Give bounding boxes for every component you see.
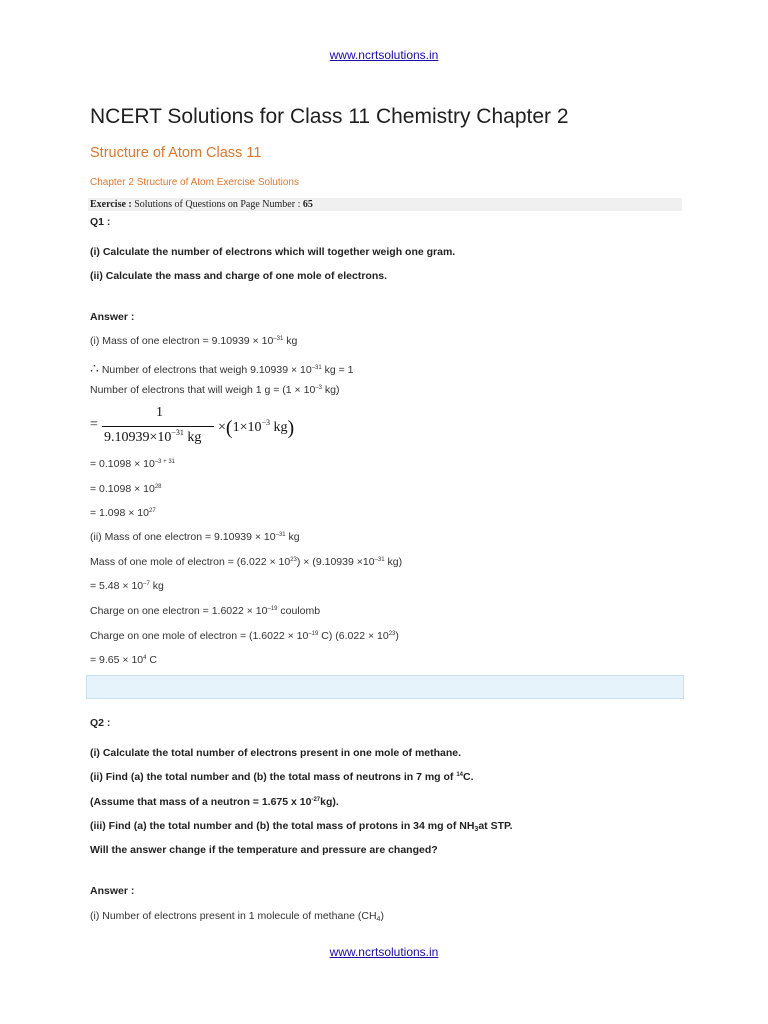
q2-part-1: (i) Calculate the total number of electrons present in one mole of methane. <box>90 747 462 759</box>
q2-part-4: (iii) Find (a) the total number and (b) the total mass of protons in 34 mg of $NH_3at$ STP. <box>90 820 513 833</box>
exercise-bar <box>88 198 682 211</box>
a1-line-8: Mass of one mole of electron = $(6.022 \times 10^{23}) \times (9.10939 \times 10^{-31}$ kg) <box>90 556 403 568</box>
a1-line-10: Charge on one electron = $1.6022 \times 10^{-19}$ coulomb <box>90 605 321 617</box>
a1-line-3: Number of electrons that will weigh 1 $g = (1 \times 10^{-3}$ kg) <box>90 384 340 396</box>
a1-line-6: = $1.098 \times 10^{27}$ <box>90 507 156 519</box>
a1-line-7: (ii) Mass of one electron = $9.10939 \times 10^{-31}$ kg <box>90 531 300 543</box>
chapter-heading: Chapter 2 Structure of Atom Exercise Solutions <box>90 177 299 188</box>
q2-label: Q2 : <box>90 717 111 729</box>
site-link-top[interactable]: www.ncrtsolutions.in <box>329 48 439 62</box>
q2-part-3: (Assume that mass of a neutron = 1.675 x $10^{-27}kg$). <box>90 796 339 808</box>
a1-line-5: = $0.1098 \times 10^{28}$ <box>90 483 162 495</box>
a1-line-1: (i) Mass of one electron = $9.10939 \times 10^{-31}$ kg <box>90 335 298 347</box>
exercise-page-number: 65 <box>302 199 313 210</box>
a1-line-11: Charge on one mole of electron = ($1.6022 \times 10^{-19}$ C) $(6.022 \times 10^{23})$ <box>90 630 399 642</box>
q2-part-2: (ii) Find (a) the total number and (b) the total mass of neutrons in 7 mg of $^{14}$C. <box>90 771 474 783</box>
a1-line-12: = $9.65 \times 10^4$ C <box>90 654 157 666</box>
a2-label: Answer : <box>90 885 135 897</box>
a1-line-2: ∴ Number of electrons that weigh $9.10939 \times 10^{-31}$ kg = 1 <box>90 360 354 376</box>
a1-label: Answer : <box>90 311 135 323</box>
therefore-icon: ∴ <box>90 360 99 376</box>
page-subtitle: Structure of Atom Class 11 <box>90 145 262 161</box>
site-link-bottom[interactable]: www.ncrtsolutions.in <box>329 945 439 959</box>
q1-label: Q1 : <box>90 216 111 228</box>
q1-part-2: (ii) Calculate the mass and charge of one mole of electrons. <box>90 270 387 282</box>
q1-part-1: (i) Calculate the number of electrons which will together weigh one gram. <box>90 246 456 258</box>
a1-line-9: = $5.48 \times 10^{-7}$ kg <box>90 580 164 592</box>
a1-line-4: = $0.1098 \times 10^{-3 + 31}$ <box>90 458 175 470</box>
page-title: NCERT Solutions for Class 11 Chemistry Chapter 2 <box>90 105 569 128</box>
a2-line-1: (i) Number of electrons present in 1 molecule of methane $(CH_4)$ <box>90 910 384 923</box>
q2-part-5: Will the answer change if the temperature and pressure are changed? <box>90 844 438 856</box>
exercise-label: Exercise : <box>90 199 132 210</box>
section-divider <box>86 675 684 699</box>
formula-fraction: = 1 $9.10939\times 10^{-31}$ kg $\times(1\times 10^{-3}$ kg) <box>90 405 295 445</box>
exercise-text: Solutions of Questions on Page Number : <box>134 199 301 210</box>
